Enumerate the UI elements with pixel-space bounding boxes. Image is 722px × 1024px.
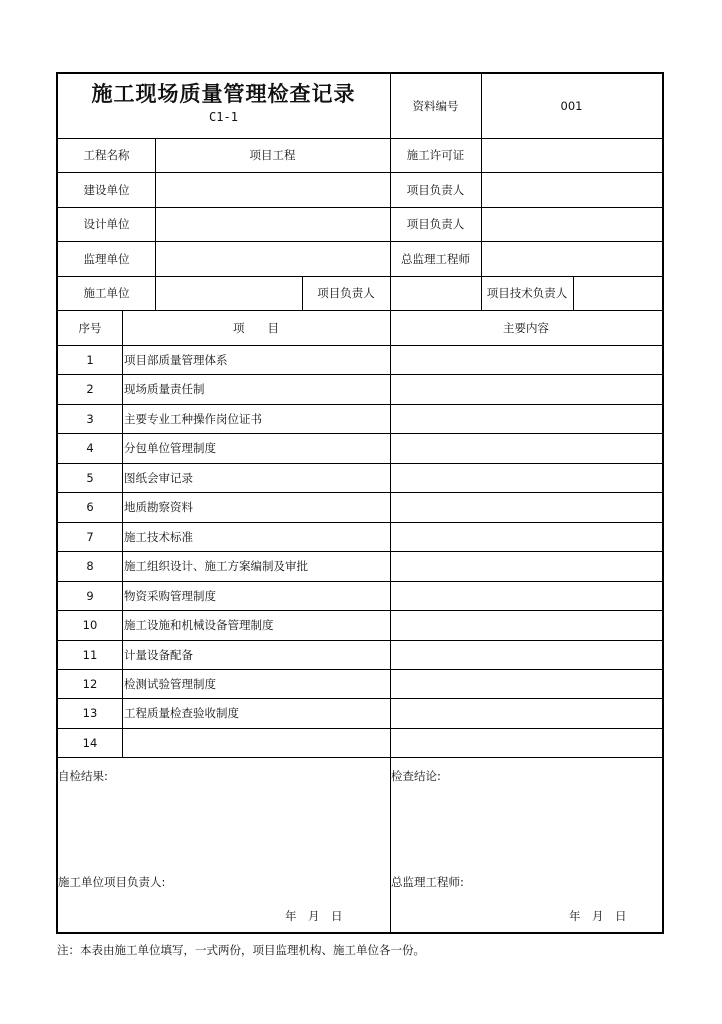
row-no: 4 — [86, 441, 94, 455]
row-item: 检测试验管理制度 — [124, 676, 216, 691]
row-content[interactable] — [390, 640, 662, 669]
row-item — [122, 728, 390, 757]
row-item: 工程质量检查验收制度 — [124, 706, 239, 720]
row-content[interactable] — [390, 374, 662, 404]
doc-no-value[interactable]: 001 — [560, 99, 583, 113]
column-header-no: 序号 — [78, 320, 102, 335]
row-content[interactable] — [390, 551, 662, 581]
builder-label: 建设单位 — [83, 182, 130, 197]
permit-value[interactable] — [481, 138, 662, 172]
row-item: 物资采购管理制度 — [124, 588, 216, 603]
row-no: 14 — [82, 735, 98, 750]
row-no: 6 — [86, 500, 94, 514]
builder-value[interactable] — [155, 172, 390, 207]
row-no: 12 — [82, 676, 98, 691]
contractor-label: 施工单位 — [83, 286, 130, 300]
column-header-item: 项 目 — [233, 320, 279, 335]
row-item: 图纸会审记录 — [124, 470, 193, 485]
row-content[interactable] — [390, 404, 662, 433]
date-right: 年 月 日 — [569, 909, 627, 923]
supervisor-label: 监理单位 — [83, 251, 130, 266]
row-content[interactable] — [390, 581, 662, 610]
row-content[interactable] — [390, 669, 662, 698]
designer-pm-value[interactable] — [481, 207, 662, 241]
row-item: 施工设施和机械设备管理制度 — [124, 618, 274, 632]
page-title: 施工现场质量管理检查记录 — [91, 82, 356, 106]
row-no: 5 — [86, 470, 94, 485]
project-name-value[interactable]: 项目工程 — [249, 148, 296, 162]
row-content[interactable] — [390, 345, 662, 374]
row-item: 分包单位管理制度 — [124, 441, 216, 455]
row-content[interactable] — [390, 492, 662, 522]
permit-label: 施工许可证 — [406, 148, 465, 162]
doc-no-label: 资料编号 — [412, 99, 459, 113]
row-item: 项目部质量管理体系 — [124, 352, 228, 367]
designer-pm-label: 项目负责人 — [406, 217, 465, 231]
row-item: 计量设备配备 — [124, 647, 193, 662]
builder-pm-value[interactable] — [481, 172, 662, 207]
self-check-label: 自检结果: — [58, 769, 108, 783]
tech-lead-value[interactable] — [573, 276, 662, 310]
row-no: 3 — [86, 411, 94, 426]
row-no: 2 — [86, 382, 94, 396]
form-code: C1-1 — [209, 110, 238, 124]
date-left: 年 月 日 — [285, 909, 343, 923]
column-header-content: 主要内容 — [503, 320, 549, 335]
row-no: 13 — [82, 706, 98, 720]
chief-engineer-value[interactable] — [481, 241, 662, 276]
row-no: 11 — [82, 647, 98, 662]
row-item: 施工技术标准 — [124, 529, 193, 544]
row-content[interactable] — [390, 522, 662, 551]
row-no: 9 — [86, 588, 94, 603]
row-item: 现场质量责任制 — [124, 382, 205, 396]
contractor-pm-value[interactable] — [390, 276, 481, 310]
row-content[interactable] — [390, 610, 662, 640]
designer-label: 设计单位 — [83, 217, 130, 231]
conclusion-label: 检查结论: — [391, 769, 441, 783]
contractor-pm-label: 项目负责人 — [317, 286, 375, 300]
contractor-value[interactable] — [155, 276, 302, 310]
row-item: 施工组织设计、施工方案编制及审批 — [124, 559, 308, 573]
row-content[interactable] — [390, 728, 662, 757]
project-name-label: 工程名称 — [83, 148, 130, 162]
chief-sign-label: 总监理工程师: — [391, 875, 464, 889]
footnote: 注：本表由施工单位填写，一式两份，项目监理机构、施工单位各一份。 — [57, 943, 425, 957]
tech-lead-label: 项目技术负责人 — [486, 286, 568, 300]
contractor-sign-label: 施工单位项目负责人: — [58, 875, 166, 889]
row-no: 7 — [86, 529, 94, 544]
row-item: 主要专业工种操作岗位证书 — [124, 411, 262, 426]
row-no: 1 — [86, 352, 94, 367]
chief-engineer-label: 总监理工程师 — [401, 251, 470, 266]
row-item: 地质勘察资料 — [124, 500, 193, 514]
row-content[interactable] — [390, 433, 662, 463]
row-content[interactable] — [390, 463, 662, 492]
supervisor-value[interactable] — [155, 241, 390, 276]
row-content[interactable] — [390, 698, 662, 728]
builder-pm-label: 项目负责人 — [406, 182, 465, 197]
row-no: 10 — [82, 618, 98, 632]
designer-value[interactable] — [155, 207, 390, 241]
row-no: 8 — [86, 559, 94, 573]
